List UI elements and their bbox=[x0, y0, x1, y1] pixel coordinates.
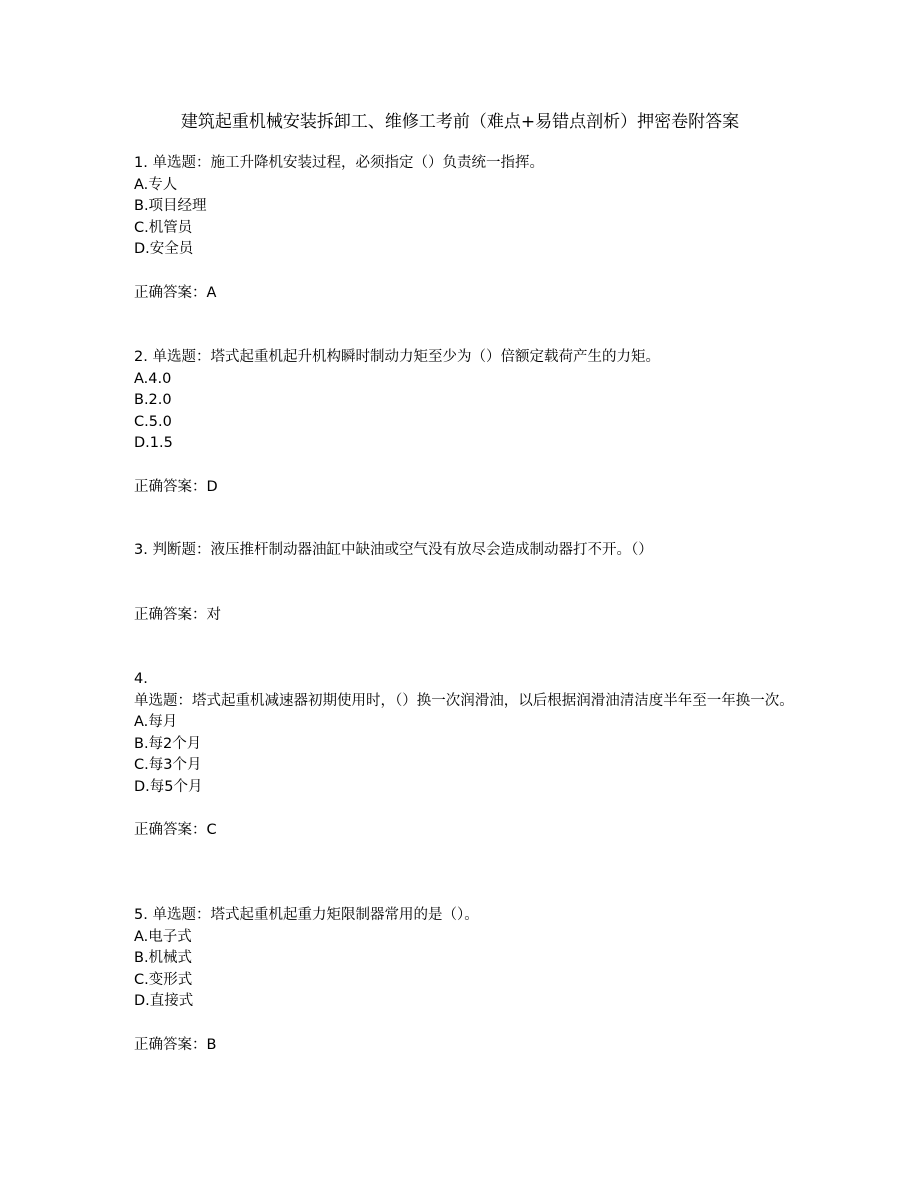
option-b: B.机械式 bbox=[134, 950, 193, 967]
option-d: D.每5个月 bbox=[134, 778, 203, 795]
option-c: C.变形式 bbox=[134, 971, 193, 988]
option-b: B.每2个月 bbox=[134, 735, 202, 752]
question-2 bbox=[134, 347, 794, 498]
question-number: 4. bbox=[134, 671, 148, 687]
option-d: D.直接式 bbox=[134, 993, 194, 1010]
question-stem: 5. 单选题：塔式起重机起重力矩限制器常用的是（）。 bbox=[134, 907, 479, 923]
option-b: B.2.0 bbox=[134, 392, 172, 409]
question-stem: 3. 判断题：液压推杆制动器油缸中缺油或空气没有放尽会造成制动器打不开。（） bbox=[134, 542, 653, 558]
option-c: C.每3个月 bbox=[134, 757, 202, 774]
option-d: D.1.5 bbox=[134, 435, 173, 452]
option-b: B.项目经理 bbox=[134, 198, 207, 215]
option-a: A.电子式 bbox=[134, 928, 192, 945]
answer-text: 正确答案：B bbox=[134, 1036, 217, 1053]
option-a: A.每月 bbox=[134, 714, 178, 731]
answer-text: 正确答案：对 bbox=[134, 606, 221, 623]
question-stem: 单选题：塔式起重机减速器初期使用时，（）换一次润滑油，以后根据润滑油清洁度半年至一年换一次。 bbox=[134, 692, 794, 709]
option-d: D.安全员 bbox=[134, 241, 194, 258]
question-stem: 1. 单选题：施工升降机安装过程，必须指定（）负责统一指挥。 bbox=[134, 155, 544, 171]
question-stem: 2. 单选题：塔式起重机起升机构瞬时制动力矩至少为（）倍额定载荷产生的力矩。 bbox=[134, 349, 660, 365]
option-c: C.机管员 bbox=[134, 219, 193, 236]
question-5 bbox=[134, 905, 794, 1056]
document-title: 建筑起重机械安装拆卸工、维修工考前（难点+易错点剖析）押密卷附答案 bbox=[180, 112, 740, 132]
question-4 bbox=[134, 669, 794, 842]
question-3 bbox=[134, 540, 794, 626]
option-c: C.5.0 bbox=[134, 413, 172, 430]
option-a: A.专人 bbox=[134, 176, 178, 193]
answer-text: 正确答案：D bbox=[134, 478, 218, 495]
option-a: A.4.0 bbox=[134, 370, 172, 387]
answer-text: 正确答案：C bbox=[134, 822, 217, 839]
question-1 bbox=[134, 153, 794, 304]
answer-text: 正确答案：A bbox=[134, 284, 217, 301]
